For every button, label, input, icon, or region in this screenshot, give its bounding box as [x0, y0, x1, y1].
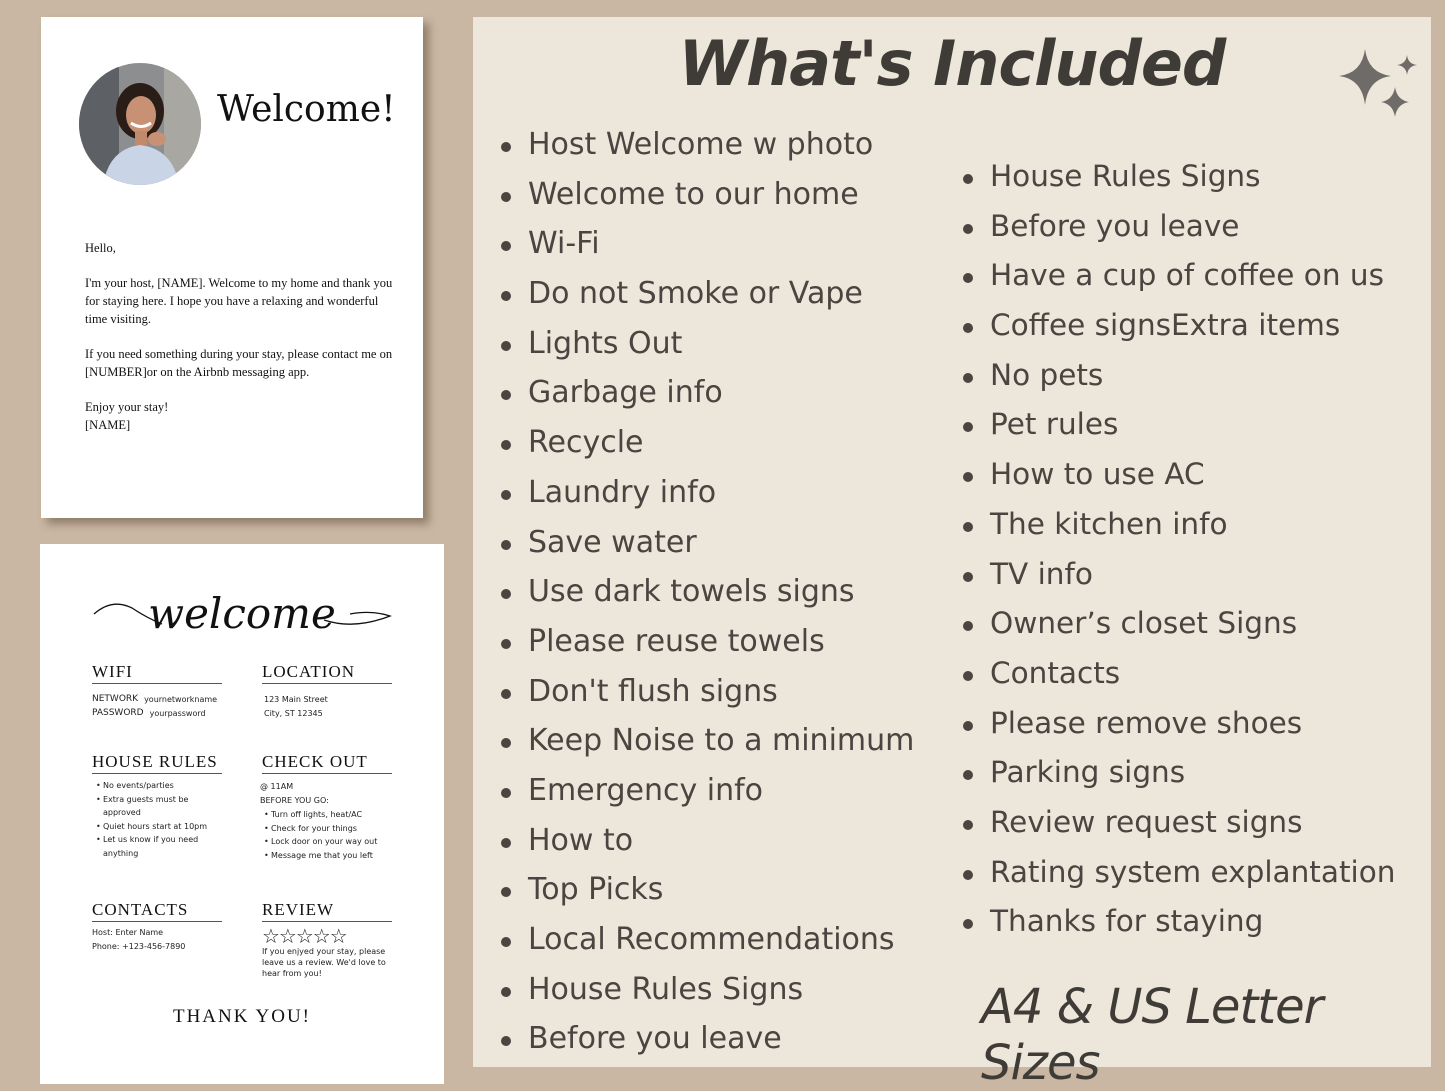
wifi-title: WIFI — [92, 662, 222, 684]
list-item: Emergency info — [501, 766, 914, 816]
whats-included-panel — [473, 17, 1431, 1091]
rule-item: • Extra guests must be approved — [92, 793, 203, 820]
contacts-title: CONTACTS — [92, 900, 222, 922]
check-out-section — [260, 752, 392, 862]
house-rules-section — [92, 752, 232, 860]
welcome-script-logo — [92, 584, 392, 646]
list-item: Wi-Fi — [501, 219, 914, 269]
list-item: Keep Noise to a minimum — [501, 716, 914, 766]
address-line: City, ST 12345 — [264, 708, 323, 718]
password-label: PASSWORD — [92, 707, 144, 718]
location-section — [262, 662, 392, 720]
list-item: Recycle — [501, 418, 914, 468]
list-item: Local Recommendations — [501, 915, 914, 965]
list-item: No pets — [963, 351, 1395, 401]
review-text: If you enjyed your stay, please leave us a review. We'd love to hear from you! — [262, 947, 386, 978]
rule-item: • Let us know if you need anything — [92, 833, 213, 860]
list-item: The kitchen info — [963, 500, 1395, 550]
checkout-item: • Message me that you left — [260, 849, 392, 863]
host-name: Host: Enter Name — [92, 928, 164, 937]
list-item: Lights Out — [501, 319, 914, 369]
welcome-letter-card — [41, 17, 423, 518]
letter-paragraph: I'm your host, [NAME]. Welcome to my home and thank you for staying here. I hope you have a relaxing and wonderful time visiting. — [85, 276, 393, 326]
network-value: yournetworkname — [144, 695, 218, 704]
list-item: Before you leave — [963, 202, 1395, 252]
list-item: Thanks for staying — [963, 897, 1395, 947]
address-line: 123 Main Street — [264, 695, 328, 704]
list-item: Parking signs — [963, 748, 1395, 798]
svg-text:welcome: welcome — [148, 589, 336, 638]
rule-item: • Quiet hours start at 10pm — [92, 820, 232, 834]
list-item: Welcome to our home — [501, 170, 914, 220]
sparkle-icon — [1335, 45, 1420, 130]
review-title: REVIEW — [262, 900, 392, 922]
contacts-section — [92, 900, 222, 953]
list-item: Coffee signsExtra items — [963, 301, 1395, 351]
letter-signature: [NAME] — [85, 418, 131, 432]
list-item: Please remove shoes — [963, 699, 1395, 749]
letter-closing: Enjoy your stay! — [85, 400, 169, 414]
list-item: Laundry info — [501, 468, 914, 518]
star-rating-icon: ☆☆☆☆☆ — [262, 924, 347, 948]
list-item: Have a cup of coffee on us — [963, 251, 1395, 301]
included-list-right — [963, 152, 1395, 947]
checkout-item: • Turn off lights, heat/AC — [260, 808, 392, 822]
review-section — [262, 900, 394, 979]
list-item: How to use AC — [963, 450, 1395, 500]
list-item: House Rules Signs — [501, 965, 914, 1015]
wifi-section — [92, 662, 222, 720]
list-item: How to — [501, 816, 914, 866]
list-item: TV info — [963, 550, 1395, 600]
list-item: Before you leave — [501, 1014, 914, 1064]
checkout-item: • Lock door on your way out — [260, 835, 392, 849]
before-you-go-label: BEFORE YOU GO: — [260, 795, 329, 805]
checkout-item: • Check for your things — [260, 822, 392, 836]
sizes-note: A4 & US Letter Sizes — [981, 979, 1323, 1091]
list-item: Rating system explantation — [963, 848, 1395, 898]
welcome-title: Welcome! — [217, 89, 396, 130]
list-item: Do not Smoke or Vape — [501, 269, 914, 319]
thank-you-text: THANK YOU! — [172, 1006, 312, 1027]
letter-greeting: Hello, — [85, 241, 116, 255]
panel-title: What's Included — [678, 27, 1226, 100]
network-label: NETWORK — [92, 694, 139, 704]
list-item: Owner’s closet Signs — [963, 599, 1395, 649]
letter-paragraph: If you need something during your stay, please contact me on [NUMBER]or on the Airbnb messaging app. — [85, 347, 393, 379]
list-item: Pet rules — [963, 400, 1395, 450]
list-item: Contacts — [963, 649, 1395, 699]
list-item: Top Picks — [501, 865, 914, 915]
list-item: Don't flush signs — [501, 667, 914, 717]
list-item: Garbage info — [501, 368, 914, 418]
host-photo — [79, 63, 201, 185]
check-out-title: CHECK OUT — [262, 752, 392, 774]
list-item: Use dark towels signs — [501, 567, 914, 617]
list-item: Please reuse towels — [501, 617, 914, 667]
rule-item: • No events/parties — [92, 779, 232, 793]
list-item: Host Welcome w photo — [501, 120, 914, 170]
host-phone: Phone: +123-456-7890 — [92, 941, 186, 951]
list-item: Review request signs — [963, 798, 1395, 848]
included-list-left — [501, 120, 914, 1064]
list-item: Save water — [501, 518, 914, 568]
location-title: LOCATION — [262, 662, 392, 684]
list-item: House Rules Signs — [963, 152, 1395, 202]
welcome-letter-body — [85, 239, 395, 434]
check-out-time: @ 11AM — [260, 782, 294, 791]
password-value: yourpassword — [149, 708, 206, 718]
house-rules-title: HOUSE RULES — [92, 752, 222, 774]
info-sheet-card — [40, 544, 444, 1084]
